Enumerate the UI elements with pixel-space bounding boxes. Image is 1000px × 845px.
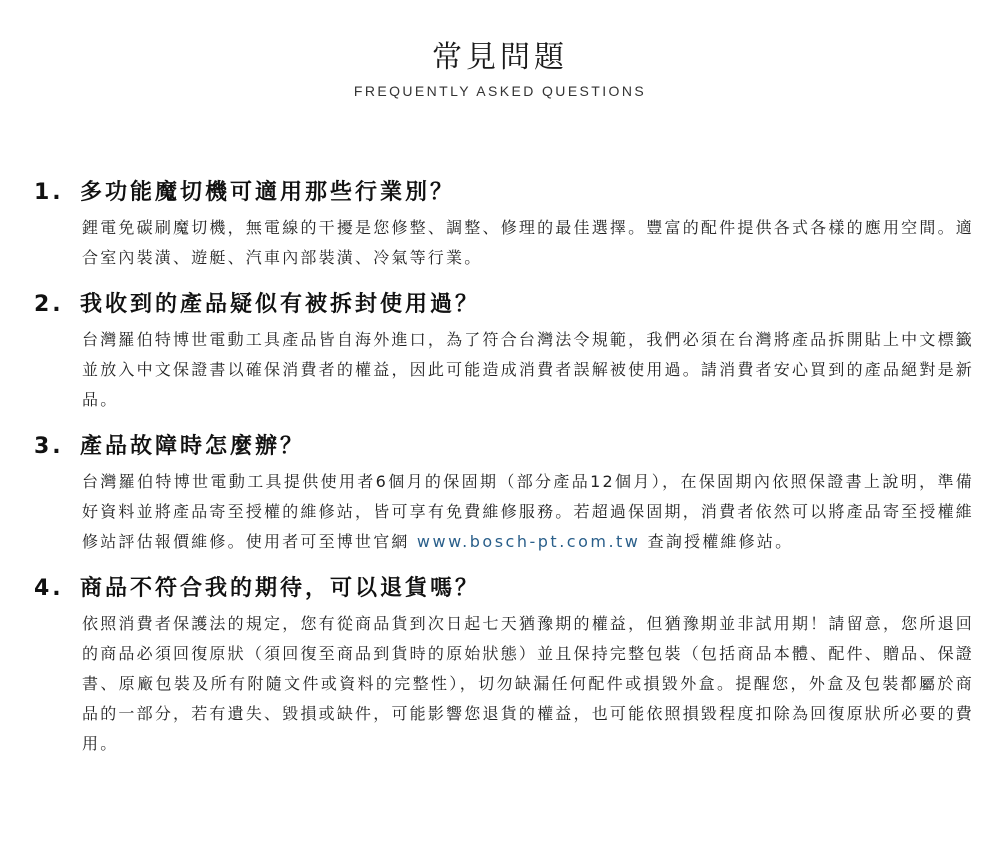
faq-answer: 依照消費者保護法的規定，您有從商品貨到次日起七天猶豫期的權益，但猶豫期並非試用期！請留意，您所退回的商品必須回復原狀（須回復至商品到貨時的原始狀態）並且保持完整包裝（包括商品本體、配件、贈品、保證書、原廠包裝及所有附隨文件或資料的完整性），切勿缺漏任何配件或損毀外盒。提醒您，外盒及包裝都屬於商品的一部分，若有遺失、毀損或缺件，可能影響您退貨的權益，也可能依照損毀程度扣除為回復原狀所必要的費用。 — [82, 614, 974, 753]
faq-answer: 鋰電免碳刷魔切機，無電線的干擾是您修整、調整、修理的最佳選擇。豐富的配件提供各式各樣的應用空間。適合室內裝潢、遊艇、汽車內部裝潢、冷氣等行業。 — [82, 218, 974, 267]
page-header — [0, 38, 1000, 101]
page-subtitle: FREQUENTLY ASKED QUESTIONS — [353, 83, 647, 99]
faq-item — [34, 288, 974, 415]
faq-question — [34, 176, 974, 210]
faq-number: 2. — [34, 292, 64, 317]
faq-number: 4. — [34, 576, 64, 601]
faq-question-text: 多功能魔切機可適用那些行業別？ — [80, 180, 456, 205]
faq-question-text: 商品不符合我的期待，可以退貨嗎？ — [80, 576, 481, 601]
faq-item — [34, 176, 974, 273]
faq-number: 3. — [34, 434, 64, 459]
faq-question — [34, 572, 974, 606]
bosch-website-link[interactable]: www.bosch-pt.com.tw — [416, 532, 641, 551]
faq-answer-text: 查詢授權維修站。 — [640, 532, 794, 551]
faq-answer: 台灣羅伯特博世電動工具產品皆自海外進口，為了符合台灣法令規範，我們必須在台灣將產品拆開貼上中文標籤並放入中文保證書以確保消費者的權益，因此可能造成消費者誤解被使用過。請消費者安心買到的產品絕對是新品。 — [82, 330, 974, 409]
faq-question — [34, 288, 974, 322]
faq-item — [34, 572, 974, 759]
faq-number: 1. — [34, 180, 64, 205]
faq-answer-text: 台灣羅伯特博世電動工具提供使用者6個月的保固期（部分產品12個月），在保固期內依照保證書上說明，準備好資料並將產品寄至授權的維修站，皆可享有免費維修服務。若超過保固期，消費者依然可以將產品寄至授權維修站評估報價維修。使用者可至博世官網 — [82, 472, 974, 551]
faq-list — [34, 176, 974, 774]
faq-question-text: 我收到的產品疑似有被拆封使用過？ — [80, 292, 481, 317]
faq-answer — [82, 467, 974, 557]
faq-question-text: 產品故障時怎麼辦？ — [80, 434, 306, 459]
page-title: 常見問題 — [432, 40, 568, 75]
faq-question — [34, 430, 974, 464]
faq-item — [34, 430, 974, 557]
